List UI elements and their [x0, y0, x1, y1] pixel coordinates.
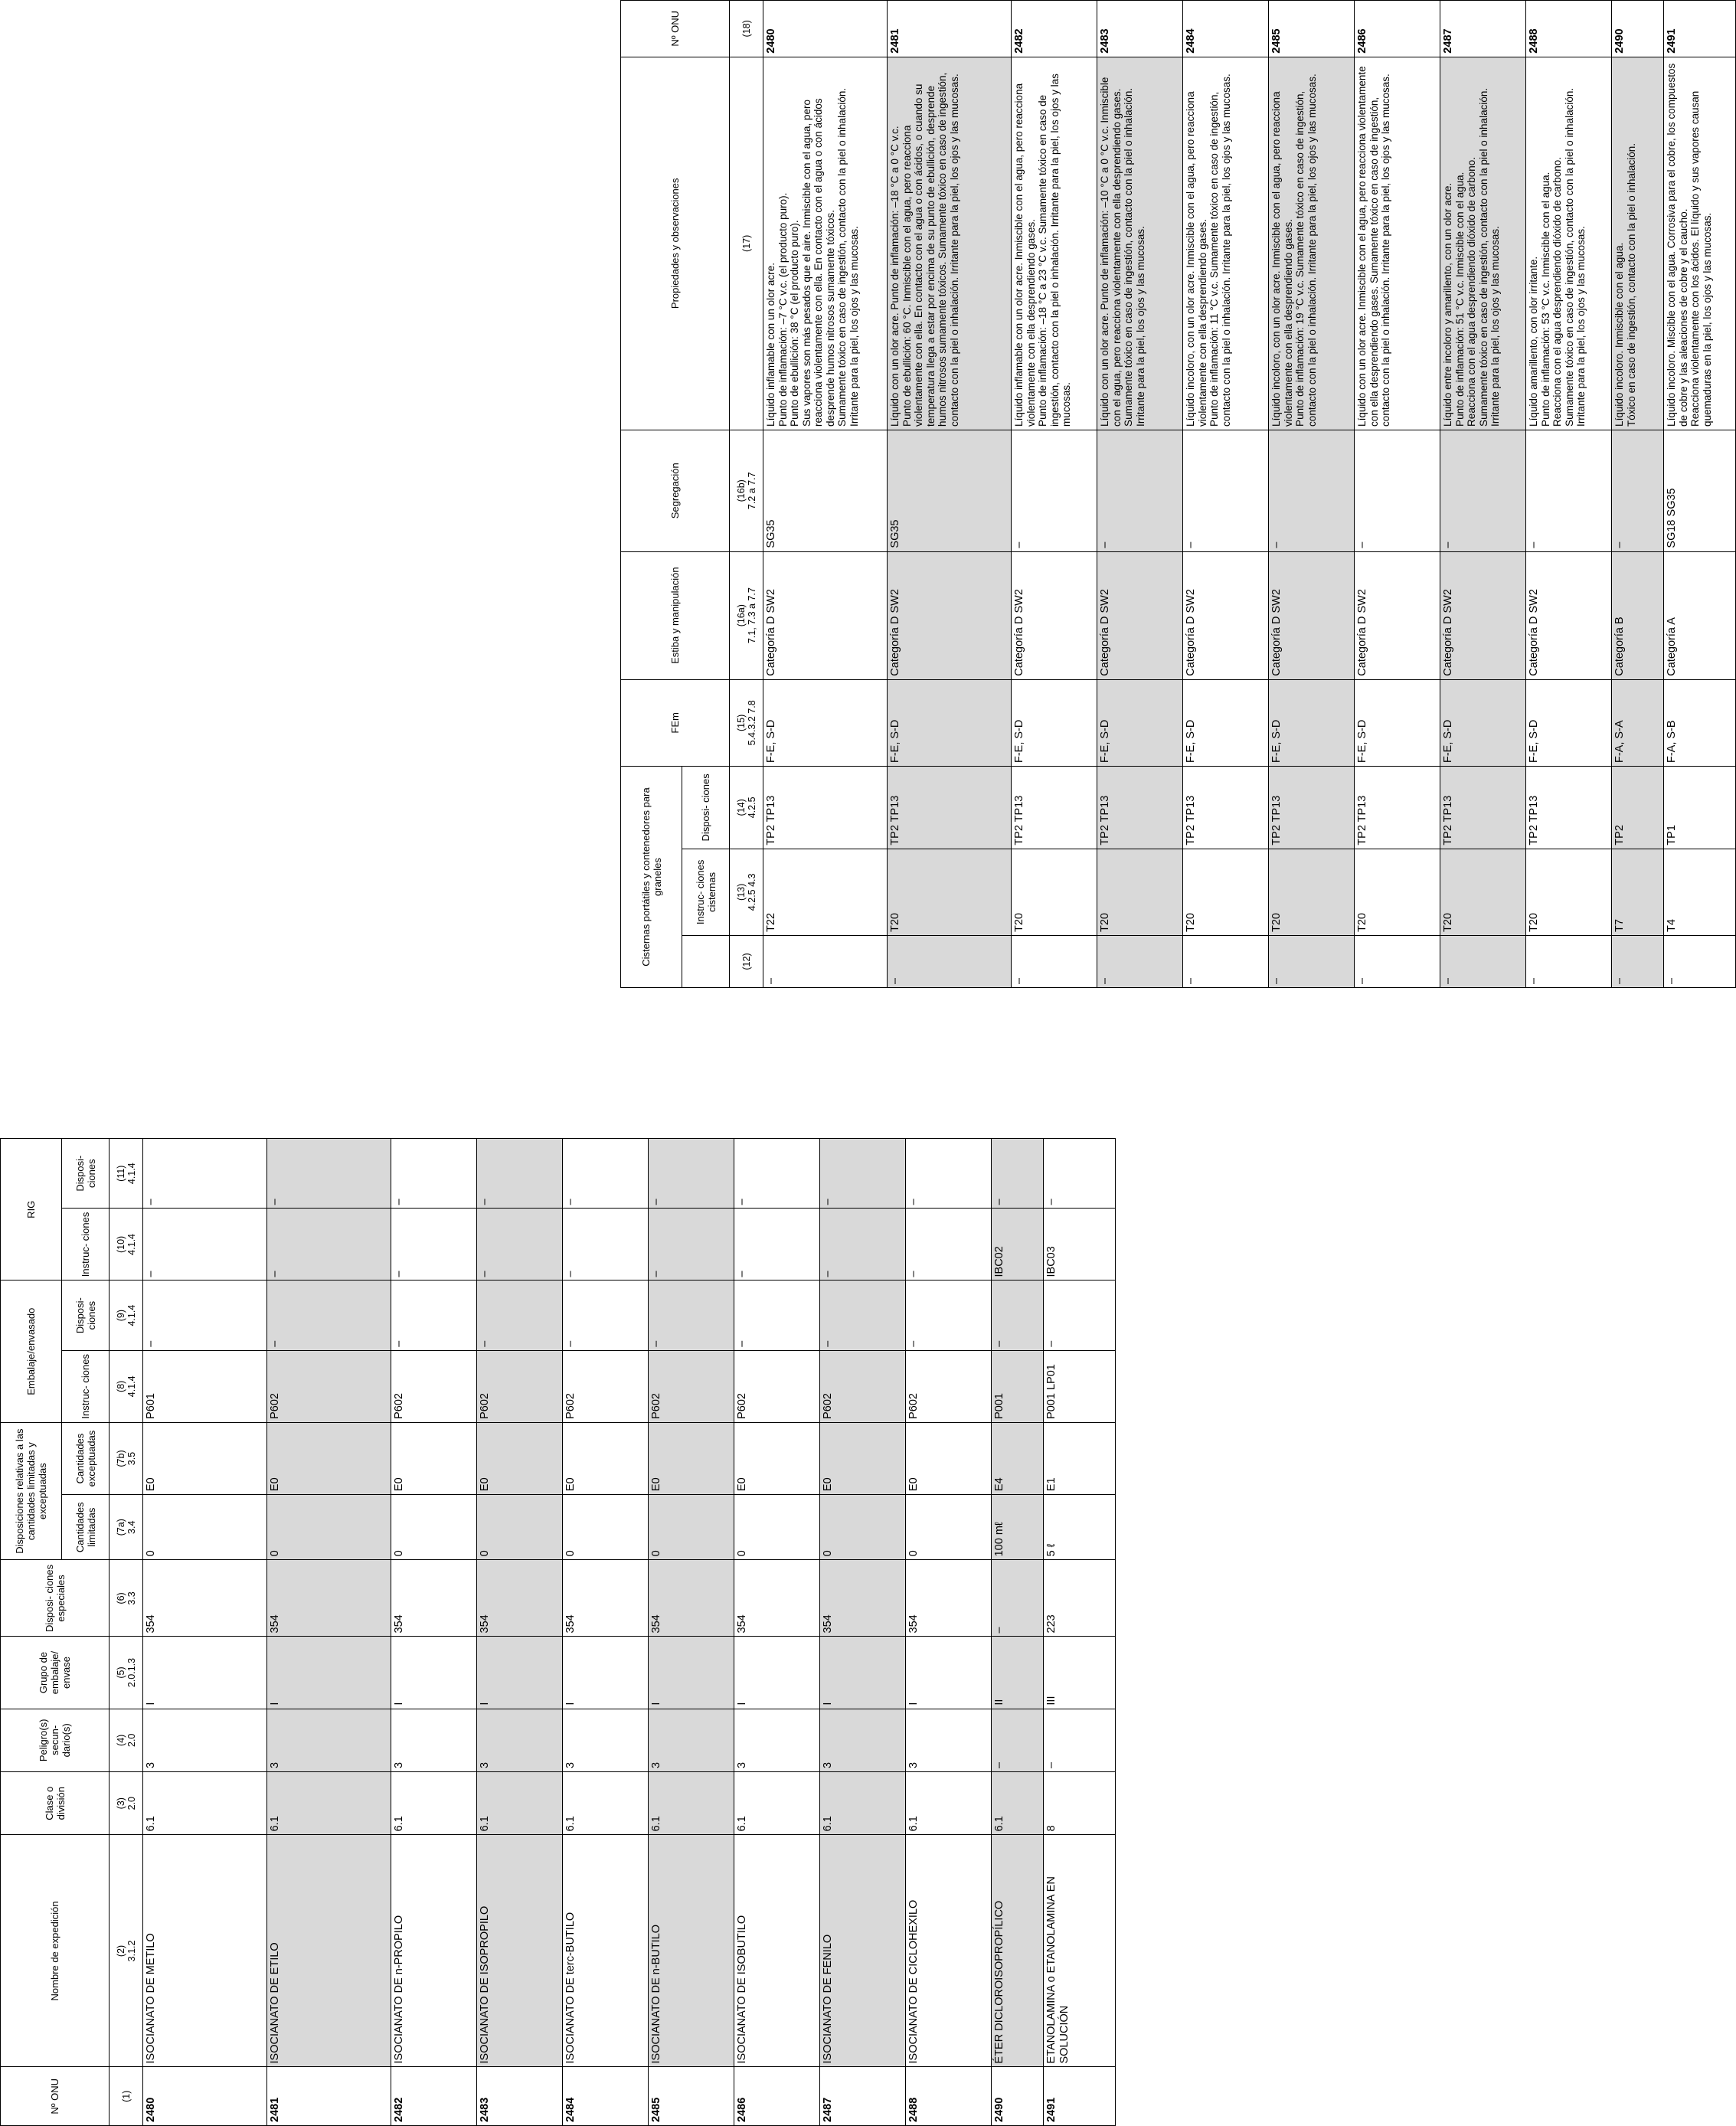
cell-segreg: –: [1097, 430, 1183, 551]
table-row: [1097, 1, 1183, 988]
cell-name: ÉTER DICLOROISOPROPÍLICO: [992, 1835, 1044, 2067]
cell-un: 2484: [563, 2067, 649, 2126]
cell-estiba: Categoría B: [1612, 551, 1664, 679]
cell-fem: F-E, S-D: [1269, 679, 1355, 766]
header-segregation: Segregación: [621, 430, 730, 551]
ref-col-11: (11) 4.1.4: [110, 1139, 143, 1209]
cell-name: ISOCIANATO DE n-BUTILO: [649, 1835, 734, 2067]
cell-clase: 6.1: [734, 1772, 820, 1835]
table-row: [1440, 1, 1526, 988]
cell-cist-disp: TP1: [1664, 767, 1736, 849]
header-ibc-provisions: Disposi- ciones: [62, 1139, 110, 1209]
cell-grupo: II: [992, 1637, 1044, 1709]
cell-estiba: Categoría D SW2: [1355, 551, 1440, 679]
cell-rig-instr: –: [143, 1209, 267, 1281]
cell-cist-instr: T22: [763, 849, 888, 935]
ref-col-18: (18): [730, 1, 763, 57]
cell-un: 2486: [734, 2067, 820, 2126]
cell-grupo: I: [267, 1637, 391, 1709]
ref-col-13: (13) 4.2.5 4.3: [730, 849, 763, 935]
cell-cantlim: 0: [820, 1495, 906, 1560]
cell-cist-disp: TP2 TP13: [1183, 767, 1269, 849]
table-row: [1012, 1, 1097, 988]
cell-un: 2481: [267, 2067, 391, 2126]
cell-fem: F-E, S-D: [888, 679, 1012, 766]
cell-segreg: SG35: [888, 430, 1012, 551]
ref-col-10: (10) 4.1.4: [110, 1209, 143, 1281]
header-tank-instructions: Instruc- ciones cisternas: [682, 849, 730, 935]
cell-peligro: 3: [906, 1709, 992, 1771]
cell-cist-instr: T20: [1097, 849, 1183, 935]
cell-estiba: Categoría D SW2: [1269, 551, 1355, 679]
header-shipping-name: Nombre de expedición: [1, 1835, 110, 2067]
cell-cantexc: E4: [992, 1422, 1044, 1494]
cell-estiba: Categoría D SW2: [1183, 551, 1269, 679]
table-row: [763, 1, 888, 988]
cell-segreg: SG35: [763, 430, 888, 551]
cell-peligro: –: [992, 1709, 1044, 1771]
cell-peligro: 3: [563, 1709, 649, 1771]
cell-emb-instr: P601: [143, 1350, 267, 1422]
cell-rig-disp: –: [391, 1139, 477, 1209]
cell-un: 2483: [1097, 1, 1183, 57]
cell-emb-instr: P602: [734, 1350, 820, 1422]
cell-emb-instr: P602: [267, 1350, 391, 1422]
cell-rig-instr: –: [820, 1209, 906, 1281]
cell-emb-instr: P602: [563, 1350, 649, 1422]
cell-emb-disp: –: [477, 1281, 563, 1350]
cell-cantlim: 0: [267, 1495, 391, 1560]
ref-col-16b: (16b) 7.2 a 7.7: [730, 430, 763, 551]
cell-cantlim: 0: [649, 1495, 734, 1560]
table-row: [563, 1139, 649, 2126]
cell-emb-instr: P602: [391, 1350, 477, 1422]
cell-cist-instr: T4: [1664, 849, 1736, 935]
cell-c12: –: [1355, 936, 1440, 988]
cell-peligro: 3: [820, 1709, 906, 1771]
cell-un: 2482: [391, 2067, 477, 2126]
header-properties: Propiedades y observaciones: [621, 57, 730, 430]
cell-fem: F-E, S-D: [1012, 679, 1097, 766]
cell-emb-instr: P602: [649, 1350, 734, 1422]
cell-rig-disp: –: [1044, 1139, 1116, 1209]
cell-props: Líquido con un olor acre. Punto de inflamación: –10 °C a 0 °C v.c. Inmiscible con el agua, pero reacciona violentamente con ella desprendiendo gases. Sumamente tóxico en caso de ingestión, contacto con la piel o inhalación. Irritante para la piel, los ojos y las mucosas.: [1097, 57, 1183, 430]
cell-c12: –: [1183, 936, 1269, 988]
cell-emb-disp: –: [267, 1281, 391, 1350]
cell-clase: 6.1: [906, 1772, 992, 1835]
cell-cist-disp: TP2 TP13: [1526, 767, 1612, 849]
cell-rig-disp: –: [820, 1139, 906, 1209]
cell-rig-disp: –: [734, 1139, 820, 1209]
cell-fem: F-E, S-D: [1355, 679, 1440, 766]
cell-dispesp: 354: [143, 1560, 267, 1637]
cell-cantlim: 0: [906, 1495, 992, 1560]
cell-cist-instr: T20: [888, 849, 1012, 935]
cell-emb-disp: –: [563, 1281, 649, 1350]
cell-peligro: –: [1044, 1709, 1116, 1771]
cell-cist-instr: T20: [1440, 849, 1526, 935]
cell-un: 2483: [477, 2067, 563, 2126]
cell-cantexc: E0: [649, 1422, 734, 1494]
cell-rig-instr: IBC02: [992, 1209, 1044, 1281]
cell-grupo: I: [563, 1637, 649, 1709]
cell-clase: 6.1: [563, 1772, 649, 1835]
cell-estiba: Categoría D SW2: [1440, 551, 1526, 679]
table-row: [1664, 1, 1736, 988]
cell-un: 2486: [1355, 1, 1440, 57]
cell-emb-disp: –: [820, 1281, 906, 1350]
cell-dispesp: 354: [391, 1560, 477, 1637]
table-row: [143, 1139, 267, 2126]
cell-rig-instr: IBC03: [1044, 1209, 1116, 1281]
cell-dispesp: 354: [906, 1560, 992, 1637]
cell-cist-instr: T20: [1012, 849, 1097, 935]
cell-un: 2484: [1183, 1, 1269, 57]
cell-emb-instr: P001: [992, 1350, 1044, 1422]
cell-clase: 6.1: [649, 1772, 734, 1835]
cell-un: 2488: [906, 2067, 992, 2126]
cell-fem: F-E, S-D: [763, 679, 888, 766]
cell-clase: 6.1: [391, 1772, 477, 1835]
dangerous-goods-table-left: [0, 1138, 1116, 2126]
cell-fem: F-E, S-D: [1183, 679, 1269, 766]
cell-clase: 6.1: [143, 1772, 267, 1835]
cell-peligro: 3: [391, 1709, 477, 1771]
cell-un: 2487: [1440, 1, 1526, 57]
cell-un: 2491: [1664, 1, 1736, 57]
cell-un: 2482: [1012, 1, 1097, 57]
cell-dispesp: 354: [267, 1560, 391, 1637]
cell-rig-disp: –: [649, 1139, 734, 1209]
cell-c12: –: [888, 936, 1012, 988]
cell-grupo: III: [1044, 1637, 1116, 1709]
cell-dispesp: 354: [820, 1560, 906, 1637]
table-row: [820, 1139, 906, 2126]
ref-col-14: (14) 4.2.5: [730, 767, 763, 849]
cell-grupo: I: [391, 1637, 477, 1709]
ref-col-1: (1): [110, 2067, 143, 2126]
cell-props: Líquido inflamable con un olor acre. Inmiscible con el agua, pero reacciona violentamente con ella desprendiendo gases. Punto de inflamación: –18 °C a 23 °C v.c. Sumamente tóxico en caso de ingestión, contacto con la piel o inhalación. Irritante para la piel, los ojos y las mucosas.: [1012, 57, 1097, 430]
table-row: [1355, 1, 1440, 988]
cell-c12: –: [763, 936, 888, 988]
cell-clase: 6.1: [820, 1772, 906, 1835]
header-ibc-group: RIG: [1, 1139, 62, 1281]
cell-segreg: –: [1183, 430, 1269, 551]
cell-segreg: –: [1269, 430, 1355, 551]
cell-cist-disp: TP2 TP13: [1097, 767, 1183, 849]
left-table-body: [143, 1139, 1116, 2126]
table-row: [477, 1139, 563, 2126]
cell-cantexc: E0: [820, 1422, 906, 1494]
cell-un: 2488: [1526, 1, 1612, 57]
cell-cist-disp: TP2 TP13: [1012, 767, 1097, 849]
cell-clase: 6.1: [477, 1772, 563, 1835]
cell-rig-disp: –: [477, 1139, 563, 1209]
cell-un: 2491: [1044, 2067, 1116, 2126]
cell-grupo: I: [734, 1637, 820, 1709]
cell-un: 2490: [1612, 1, 1664, 57]
cell-emb-instr: P602: [477, 1350, 563, 1422]
cell-fem: F-A, S-A: [1612, 679, 1664, 766]
cell-cantlim: 100 mℓ: [992, 1495, 1044, 1560]
cell-cantexc: E0: [267, 1422, 391, 1494]
cell-cist-disp: TP2 TP13: [1355, 767, 1440, 849]
header-special-provisions: Disposi- ciones especiales: [1, 1560, 110, 1637]
ref-col-7b: (7b) 3.5: [110, 1422, 143, 1494]
table-row: [1269, 1, 1355, 988]
ref-col-17: (17): [730, 57, 763, 430]
ref-col-16a: (16a) 7.1, 7.3 a 7.7: [730, 551, 763, 679]
cell-un: 2480: [143, 2067, 267, 2126]
header-stowage: Estiba y manipulación: [621, 551, 730, 679]
table-row: [1044, 1139, 1116, 2126]
ref-col-7a: (7a) 3.4: [110, 1495, 143, 1560]
cell-name: ETANOLAMINA o ETANOLAMINA EN SOLUCIÓN: [1044, 1835, 1116, 2067]
cell-un: 2490: [992, 2067, 1044, 2126]
cell-rig-disp: –: [992, 1139, 1044, 1209]
table-row: [391, 1139, 477, 2126]
cell-emb-instr: P602: [906, 1350, 992, 1422]
cell-cantlim: 0: [477, 1495, 563, 1560]
cell-dispesp: 354: [734, 1560, 820, 1637]
cell-un: 2481: [888, 1, 1012, 57]
cell-peligro: 3: [267, 1709, 391, 1771]
ref-col-8: (8) 4.1.4: [110, 1350, 143, 1422]
cell-peligro: 3: [734, 1709, 820, 1771]
cell-emb-instr: P602: [820, 1350, 906, 1422]
cell-clase: 8: [1044, 1772, 1116, 1835]
table-row: [1526, 1, 1612, 988]
header-subsidiary-hazard: Peligro(s) secun- dario(s): [1, 1709, 110, 1771]
cell-dispesp: –: [992, 1560, 1044, 1637]
cell-rig-instr: –: [649, 1209, 734, 1281]
cell-peligro: 3: [477, 1709, 563, 1771]
cell-cantexc: E0: [563, 1422, 649, 1494]
right-page-table: [620, 0, 1713, 988]
cell-cantlim: 0: [143, 1495, 267, 1560]
cell-estiba: Categoría D SW2: [888, 551, 1012, 679]
ref-col-5: (5) 2.0.1.3: [110, 1637, 143, 1709]
left-page-table: [0, 1138, 1071, 2126]
header-quantities-group: Disposiciones relativas a las cantidades limitadas y exceptuadas: [1, 1422, 62, 1560]
cell-cist-disp: TP2 TP13: [1440, 767, 1526, 849]
right-table-body: [763, 1, 1736, 988]
cell-emb-instr: P001 LP01: [1044, 1350, 1116, 1422]
cell-cantlim: 5 ℓ: [1044, 1495, 1116, 1560]
cell-peligro: 3: [649, 1709, 734, 1771]
header-tank-provisions: Disposi- ciones: [682, 767, 730, 849]
cell-cantexc: E0: [906, 1422, 992, 1494]
cell-props: Líquido con un olor acre. Inmiscible con el agua, pero reacciona violentamente con ella desprendiendo gases. Sumamente tóxico en caso de ingestión, contacto con la piel o inhalación. Irritante para la piel, los ojos y las mucosas.: [1355, 57, 1440, 430]
cell-clase: 6.1: [992, 1772, 1044, 1835]
cell-emb-disp: –: [906, 1281, 992, 1350]
cell-c12: –: [1012, 936, 1097, 988]
cell-segreg: –: [1526, 430, 1612, 551]
cell-cist-instr: T20: [1526, 849, 1612, 935]
cell-props: Líquido inflamable con un olor acre. Punto de inflamación: –7 °C v.c. (el producto puro). Punto de ebullición: 38 °C (el producto puro). Sus vapores son más pesados que el aire. Inmiscible con el agua, pero reacciona violentamente con ella. En contacto con el agua o con ácidos desprende humos nitrosos sumamente tóxicos. Sumamente tóxico en caso de ingestión, contacto con la piel o inhalación. Irritante para la piel, los ojos y las mucosas.: [763, 57, 888, 430]
cell-un: 2485: [1269, 1, 1355, 57]
cell-segreg: –: [1440, 430, 1526, 551]
cell-dispesp: 223: [1044, 1560, 1116, 1637]
cell-c12: –: [1526, 936, 1612, 988]
cell-rig-instr: –: [563, 1209, 649, 1281]
cell-props: Líquido amarillento, con olor irritante. Punto de inflamación: 53 °C v.c. Inmiscible con el agua. Reacciona con el agua desprendiendo dióxido de carbono. Sumamente tóxico en caso de ingestión, contacto con la piel o inhalación. Irritante para la piel, los ojos y las mucosas.: [1526, 57, 1612, 430]
header-packing-instructions: Instruc- ciones: [62, 1350, 110, 1422]
cell-name: ISOCIANATO DE n-PROPILO: [391, 1835, 477, 2067]
header-un-number-right: Nº ONU: [621, 1, 730, 57]
cell-clase: 6.1: [267, 1772, 391, 1835]
cell-cantlim: 0: [391, 1495, 477, 1560]
cell-props: Líquido incoloro. Miscible con el agua. Corrosiva para el cobre, los compuestos de cobre y las aleaciones de cobre y el caucho. Reacciona violentamente con los ácidos. El líquido y sus vapores causan quemaduras en la piel, los ojos y las mucosas.: [1664, 57, 1736, 430]
cell-rig-instr: –: [267, 1209, 391, 1281]
cell-dispesp: 354: [649, 1560, 734, 1637]
cell-emb-disp: –: [391, 1281, 477, 1350]
cell-rig-disp: –: [906, 1139, 992, 1209]
cell-cist-instr: T7: [1612, 849, 1664, 935]
cell-cist-disp: TP2 TP13: [763, 767, 888, 849]
cell-estiba: Categoría A: [1664, 551, 1736, 679]
cell-name: ISOCIANATO DE ISOPROPILO: [477, 1835, 563, 2067]
header-packing-group-title: Embalaje/envasado: [1, 1281, 62, 1422]
cell-segreg: –: [1612, 430, 1664, 551]
cell-fem: F-A, S-B: [1664, 679, 1736, 766]
cell-emb-disp: –: [992, 1281, 1044, 1350]
header-un-number: Nº ONU: [1, 2067, 110, 2126]
cell-props: Líquido incoloro, con un olor acre. Inmiscible con el agua, pero reacciona violentamente con ella desprendiendo gases. Punto de inflamación: 11 °C v.c. Sumamente tóxico en caso de ingestión, contacto con la piel o inhalación. Irritante para la piel, los ojos y las mucosas.: [1183, 57, 1269, 430]
cell-segreg: –: [1012, 430, 1097, 551]
cell-grupo: I: [906, 1637, 992, 1709]
cell-cantlim: 0: [563, 1495, 649, 1560]
cell-un: 2487: [820, 2067, 906, 2126]
cell-cantexc: E0: [391, 1422, 477, 1494]
cell-props: Líquido incoloro. Inmiscible con el agua. Tóxico en caso de ingestión, contacto con la piel o inhalación.: [1612, 57, 1664, 430]
header-class: Clase o división: [1, 1772, 110, 1835]
cell-grupo: I: [477, 1637, 563, 1709]
cell-estiba: Categoría D SW2: [1012, 551, 1097, 679]
cell-rig-instr: –: [477, 1209, 563, 1281]
cell-estiba: Categoría D SW2: [1097, 551, 1183, 679]
ref-col-12: (12): [730, 936, 763, 988]
cell-name: ISOCIANATO DE METILO: [143, 1835, 267, 2067]
cell-dispesp: 354: [477, 1560, 563, 1637]
table-row: [1183, 1, 1269, 988]
ref-col-6: (6) 3.3: [110, 1560, 143, 1637]
table-row: [1612, 1, 1664, 988]
table-row: [888, 1, 1012, 988]
cell-c12: –: [1612, 936, 1664, 988]
table-row: [267, 1139, 391, 2126]
cell-cist-disp: TP2 TP13: [1269, 767, 1355, 849]
cell-un: 2480: [763, 1, 888, 57]
cell-cantexc: E1: [1044, 1422, 1116, 1494]
cell-c12: –: [1440, 936, 1526, 988]
dangerous-goods-table-right: [620, 0, 1736, 988]
table-row: [649, 1139, 734, 2126]
cell-cist-disp: TP2 TP13: [888, 767, 1012, 849]
cell-rig-instr: –: [734, 1209, 820, 1281]
cell-rig-disp: –: [563, 1139, 649, 1209]
cell-props: Líquido incoloro, con un olor acre. Inmiscible con el agua, pero reacciona violentamente con ella desprendiendo gases. Punto de inflamación: 19 °C v.c. Sumamente tóxico en caso de ingestión, contacto con la piel o inhalación. Irritante para la piel, los ojos y las mucosas.: [1269, 57, 1355, 430]
header-ems: FEm: [621, 679, 730, 766]
ref-col-15: (15) 5.4.3.2 7.8: [730, 679, 763, 766]
cell-cantexc: E0: [477, 1422, 563, 1494]
cell-estiba: Categoría D SW2: [1526, 551, 1612, 679]
cell-rig-disp: –: [143, 1139, 267, 1209]
cell-fem: F-E, S-D: [1526, 679, 1612, 766]
cell-emb-disp: –: [649, 1281, 734, 1350]
cell-cist-instr: T20: [1183, 849, 1269, 935]
ref-col-4: (4) 2.0: [110, 1709, 143, 1771]
cell-cist-instr: T20: [1355, 849, 1440, 935]
cell-c12: –: [1097, 936, 1183, 988]
cell-props: Líquido entre incoloro y amarillento, con un olor acre. Punto de inflamación: 51 °C v.c. Inmiscible con el agua. Reacciona con el agua desprendiendo dióxido de carbono. Sumamente tóxico en caso de ingestión, contacto con la piel o inhalación. Irritante para la piel, los ojos y las mucosas.: [1440, 57, 1526, 430]
ref-col-9: (9) 4.1.4: [110, 1281, 143, 1350]
cell-emb-disp: –: [734, 1281, 820, 1350]
cell-c12: –: [1269, 936, 1355, 988]
cell-fem: F-E, S-D: [1440, 679, 1526, 766]
header-excepted-quantities: Cantidades exceptuadas: [62, 1422, 110, 1494]
cell-rig-instr: –: [391, 1209, 477, 1281]
cell-dispesp: 354: [563, 1560, 649, 1637]
cell-cantexc: E0: [143, 1422, 267, 1494]
table-row: [734, 1139, 820, 2126]
cell-name: ISOCIANATO DE ETILO: [267, 1835, 391, 2067]
table-row: [992, 1139, 1044, 2126]
cell-cist-instr: T20: [1269, 849, 1355, 935]
cell-name: ISOCIANATO DE CICLOHEXILO: [906, 1835, 992, 2067]
cell-grupo: I: [649, 1637, 734, 1709]
cell-un: 2485: [649, 2067, 734, 2126]
cell-cantexc: E0: [734, 1422, 820, 1494]
cell-name: ISOCIANATO DE ISOBUTILO: [734, 1835, 820, 2067]
cell-name: ISOCIANATO DE terc-BUTILO: [563, 1835, 649, 2067]
cell-estiba: Categoría D SW2: [763, 551, 888, 679]
cell-name: ISOCIANATO DE FENILO: [820, 1835, 906, 2067]
cell-segreg: –: [1355, 430, 1440, 551]
ref-col-2: (2) 3.1.2: [110, 1835, 143, 2067]
header-col-12: [682, 936, 730, 988]
cell-emb-disp: –: [143, 1281, 267, 1350]
ref-col-3: (3) 2.0: [110, 1772, 143, 1835]
cell-props: Líquido con un olor acre. Punto de inflamación: –18 °C a 0 °C v.c. Punto de ebullición: 60 °C. Inmiscible con el agua, pero reacciona violentamente con ella. En contacto con el agua o con ácidos, o cuando su temperatura llega a estar por encima de su punto de ebullición, desprende humos nitrosos sumamente tóxicos. Sumamente tóxico en caso de ingestión, contacto con la piel o inhalación. Irritante para la piel, los ojos y las mucosas.: [888, 57, 1012, 430]
cell-grupo: I: [820, 1637, 906, 1709]
cell-rig-disp: –: [267, 1139, 391, 1209]
header-limited-quantities: Cantidades limitadas: [62, 1495, 110, 1560]
cell-rig-instr: –: [906, 1209, 992, 1281]
cell-fem: F-E, S-D: [1097, 679, 1183, 766]
header-packing-group: Grupo de embalaje/ envase: [1, 1637, 110, 1709]
cell-segreg: SG18 SG35: [1664, 430, 1736, 551]
header-tanks-group: Cisternas portátiles y contenedores para graneles: [621, 767, 682, 988]
cell-peligro: 3: [143, 1709, 267, 1771]
table-row: [906, 1139, 992, 2126]
cell-cist-disp: TP2: [1612, 767, 1664, 849]
cell-c12: –: [1664, 936, 1736, 988]
cell-cantlim: 0: [734, 1495, 820, 1560]
cell-grupo: I: [143, 1637, 267, 1709]
cell-emb-disp: –: [1044, 1281, 1116, 1350]
header-packing-provisions: Disposi- ciones: [62, 1281, 110, 1350]
header-ibc-instructions: Instruc- ciones: [62, 1209, 110, 1281]
